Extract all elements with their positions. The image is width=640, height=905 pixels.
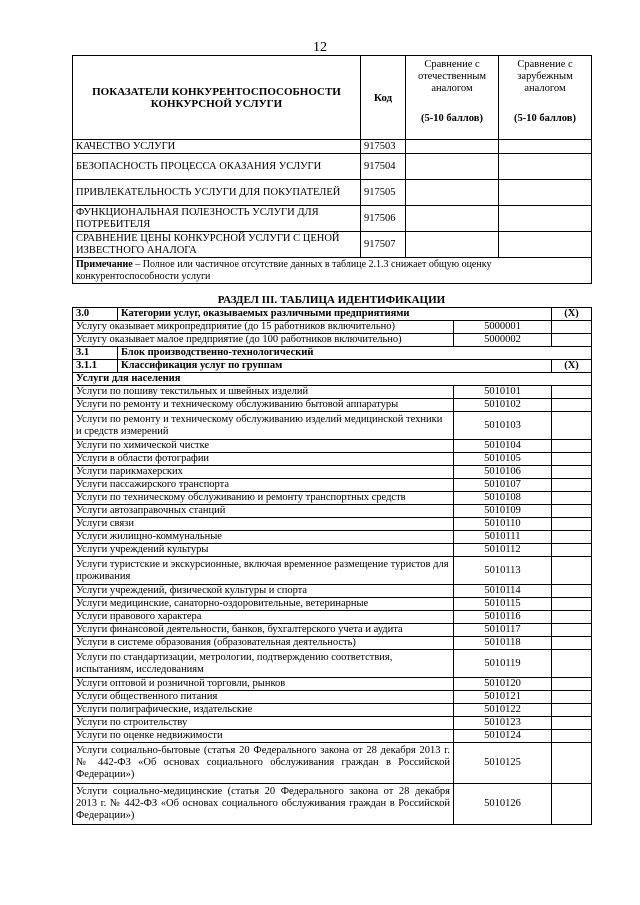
indicator-code: 917505 xyxy=(361,180,406,206)
table-row xyxy=(73,544,592,557)
service-code: 5010110 xyxy=(454,518,552,531)
service-label: Услуги учреждений, физической культуры и спорта xyxy=(73,585,454,598)
table-row xyxy=(73,386,592,399)
service-label: Услуги по стандартизации, метрологии, подтверждению соответствия, испытаниям, исследованиям xyxy=(73,650,454,678)
indicator-code: 917503 xyxy=(361,140,406,154)
service-label: Услуги связи xyxy=(73,518,454,531)
mark-cell[interactable] xyxy=(552,531,592,544)
mark-cell[interactable] xyxy=(552,598,592,611)
mark-cell[interactable] xyxy=(552,743,592,784)
indicator-label: ПРИВЛЕКАТЕЛЬНОСТЬ УСЛУГИ ДЛЯ ПОКУПАТЕЛЕЙ xyxy=(73,180,361,206)
service-code: 5010125 xyxy=(454,743,552,784)
service-code: 5010119 xyxy=(454,650,552,678)
table-header-row xyxy=(73,56,592,140)
mark-cell[interactable] xyxy=(552,321,592,334)
service-label: Услуги учреждений культуры xyxy=(73,544,454,557)
page-number: 12 xyxy=(313,40,327,55)
indicator-label: СРАВНЕНИЕ ЦЕНЫ КОНКУРСНОЙ УСЛУГИ С ЦЕНОЙ ИЗВЕСТНОГО АНАЛОГА xyxy=(73,232,361,258)
table-row xyxy=(73,466,592,479)
mark-cell[interactable] xyxy=(552,412,592,440)
table-row xyxy=(73,784,592,825)
section-mark: (X) xyxy=(552,308,592,321)
table-row xyxy=(73,505,592,518)
service-code: 5010106 xyxy=(454,466,552,479)
mark-cell[interactable] xyxy=(552,518,592,531)
table-row xyxy=(73,412,592,440)
indicator-label: БЕЗОПАСНОСТЬ ПРОЦЕССА ОКАЗАНИЯ УСЛУГИ xyxy=(73,154,361,180)
mark-cell[interactable] xyxy=(552,479,592,492)
indicator-code: 917507 xyxy=(361,232,406,258)
identification-table xyxy=(72,307,592,825)
section-title: РАЗДЕЛ III. ТАБЛИЦА ИДЕНТИФИКАЦИИ xyxy=(217,294,446,306)
mark-cell[interactable] xyxy=(552,492,592,505)
section-number: 3.1 xyxy=(73,347,118,360)
service-label: Услуги по пошиву текстильных и швейных изделий xyxy=(73,386,454,399)
service-code: 5010111 xyxy=(454,531,552,544)
domestic-score-cell[interactable] xyxy=(406,180,499,206)
service-label: Услуги медицинские, санаторно-оздоровительные, ветеринарные xyxy=(73,598,454,611)
mark-cell[interactable] xyxy=(552,650,592,678)
mark-cell[interactable] xyxy=(552,505,592,518)
domestic-score-cell[interactable] xyxy=(406,154,499,180)
note-label: Примечание xyxy=(76,258,133,270)
mark-cell[interactable] xyxy=(552,453,592,466)
foreign-header-text: Сравнение с зарубежным аналогом xyxy=(517,59,573,94)
domestic-score-cell[interactable] xyxy=(406,140,499,154)
table-row xyxy=(73,180,592,206)
table-row xyxy=(73,453,592,466)
mark-cell[interactable] xyxy=(552,585,592,598)
mark-cell[interactable] xyxy=(552,466,592,479)
indicator-code: 917504 xyxy=(361,154,406,180)
foreign-score-cell[interactable] xyxy=(499,154,592,180)
service-code: 5010115 xyxy=(454,598,552,611)
indicators-header: ПОКАЗАТЕЛИ КОНКУРЕНТОСПОСОБНОСТИ КОНКУРСНОЙ УСЛУГИ xyxy=(73,56,361,140)
service-label: Услуги туристские и экскурсионные, включая временное размещение туристов для проживания xyxy=(73,557,454,585)
service-code: 5010105 xyxy=(454,453,552,466)
service-label: Услуги социально-бытовые (статья 20 Федерального закона от 28 декабря 2013 г. № 442-ФЗ «Об основах социального обслуживания граждан в Российской Федерации») xyxy=(73,743,454,784)
table-row xyxy=(73,637,592,650)
table-row xyxy=(73,492,592,505)
table-row xyxy=(73,598,592,611)
service-code: 5010104 xyxy=(454,440,552,453)
mark-cell[interactable] xyxy=(552,730,592,743)
section-row xyxy=(73,347,592,360)
service-label: Услуги в области фотографии xyxy=(73,453,454,466)
mark-cell[interactable] xyxy=(552,637,592,650)
mark-cell[interactable] xyxy=(552,691,592,704)
group-row xyxy=(73,373,592,386)
domestic-points: (5-10 баллов) xyxy=(421,113,483,124)
service-code: 5010124 xyxy=(454,730,552,743)
category-code: 5000001 xyxy=(454,321,552,334)
mark-cell[interactable] xyxy=(552,440,592,453)
indicator-label: ФУНКЦИОНАЛЬНАЯ ПОЛЕЗНОСТЬ УСЛУГИ ДЛЯ ПОТРЕБИТЕЛЯ xyxy=(73,206,361,232)
table-row xyxy=(73,206,592,232)
table-row xyxy=(73,154,592,180)
table-row xyxy=(73,557,592,585)
category-label: Услугу оказывает малое предприятие (до 100 работников включительно) xyxy=(73,334,454,347)
foreign-score-cell[interactable] xyxy=(499,140,592,154)
table-row xyxy=(73,650,592,678)
service-code: 5010109 xyxy=(454,505,552,518)
mark-cell[interactable] xyxy=(552,717,592,730)
table-row xyxy=(73,704,592,717)
table-row xyxy=(73,743,592,784)
service-label: Услуги по химической чистке xyxy=(73,440,454,453)
code-header: Код xyxy=(361,56,406,140)
mark-cell[interactable] xyxy=(552,386,592,399)
service-code: 5010123 xyxy=(454,717,552,730)
service-code: 5010107 xyxy=(454,479,552,492)
service-code: 5010122 xyxy=(454,704,552,717)
note-cell xyxy=(73,258,592,284)
indicator-label: КАЧЕСТВО УСЛУГИ xyxy=(73,140,361,154)
mark-cell[interactable] xyxy=(552,678,592,691)
mark-cell[interactable] xyxy=(552,611,592,624)
service-label: Услуги социально-медицинские (статья 20 Федерального закона от 28 декабря 2013 г. № 442-ФЗ «Об основах социального обслуживания граждан в Российской Федерации») xyxy=(73,784,454,825)
table-row xyxy=(73,611,592,624)
table-row xyxy=(73,518,592,531)
section-row xyxy=(73,360,592,373)
section-number: 3.0 xyxy=(73,308,118,321)
service-label: Услуги финансовой деятельности, банков, бухгалтерского учета и аудита xyxy=(73,624,454,637)
table-row xyxy=(73,691,592,704)
mark-cell[interactable] xyxy=(552,784,592,825)
service-code: 5010114 xyxy=(454,585,552,598)
mark-cell[interactable] xyxy=(552,544,592,557)
service-label: Услуги оптовой и розничной торговли, рынков xyxy=(73,678,454,691)
domestic-comparison-header xyxy=(406,56,499,140)
table-row xyxy=(73,531,592,544)
section-row xyxy=(73,308,592,321)
foreign-score-cell[interactable] xyxy=(499,206,592,232)
section-heading: Категории услуг, оказываемых различными предприятиями xyxy=(118,308,552,321)
service-code: 5010118 xyxy=(454,637,552,650)
note-text: – Полное или частичное отсутствие данных в таблице 2.1.3 снижает общую оценку конкурентоспособности услуги xyxy=(76,258,492,282)
service-label: Услуги правового характера xyxy=(73,611,454,624)
service-label: Услуги по строительству xyxy=(73,717,454,730)
section-heading: Классификация услуг по группам xyxy=(118,360,552,373)
service-label: Услуги полиграфические, издательские xyxy=(73,704,454,717)
service-label: Услуги общественного питания xyxy=(73,691,454,704)
section-mark: (X) xyxy=(552,360,592,373)
service-code: 5010126 xyxy=(454,784,552,825)
service-code: 5010120 xyxy=(454,678,552,691)
table-row xyxy=(73,730,592,743)
table-row xyxy=(73,717,592,730)
category-code: 5000002 xyxy=(454,334,552,347)
table-row xyxy=(73,321,592,334)
table-row xyxy=(73,479,592,492)
service-code: 5010113 xyxy=(454,557,552,585)
group-title: Услуги для населения xyxy=(73,373,592,386)
foreign-comparison-header xyxy=(499,56,592,140)
service-code: 5010112 xyxy=(454,544,552,557)
service-code: 5010108 xyxy=(454,492,552,505)
section-number: 3.1.1 xyxy=(73,360,118,373)
service-label: Услуги парикмахерских xyxy=(73,466,454,479)
table-row xyxy=(73,140,592,154)
table-row xyxy=(73,624,592,637)
section-heading: Блок производственно-технологический xyxy=(118,347,592,360)
competitiveness-table xyxy=(72,55,592,284)
foreign-points: (5-10 баллов) xyxy=(514,113,576,124)
service-code: 5010103 xyxy=(454,412,552,440)
table-row xyxy=(73,678,592,691)
service-label: Услуги по ремонту и техническому обслуживанию бытовой аппаратуры xyxy=(73,399,454,412)
mark-cell[interactable] xyxy=(552,399,592,412)
service-code: 5010102 xyxy=(454,399,552,412)
mark-cell[interactable] xyxy=(552,624,592,637)
service-code: 5010121 xyxy=(454,691,552,704)
note-row xyxy=(73,258,592,284)
table-row xyxy=(73,585,592,598)
mark-cell[interactable] xyxy=(552,334,592,347)
domestic-score-cell[interactable] xyxy=(406,232,499,258)
mark-cell[interactable] xyxy=(552,704,592,717)
table-row xyxy=(73,440,592,453)
service-label: Услуги по ремонту и техническому обслуживанию изделий медицинской техники и средств измерений xyxy=(73,412,454,440)
service-code: 5010117 xyxy=(454,624,552,637)
table-row xyxy=(73,334,592,347)
service-label: Услуги по оценке недвижимости xyxy=(73,730,454,743)
table-row xyxy=(73,399,592,412)
service-code: 5010116 xyxy=(454,611,552,624)
service-label: Услуги жилищно-коммунальные xyxy=(73,531,454,544)
foreign-score-cell[interactable] xyxy=(499,232,592,258)
indicator-code: 917506 xyxy=(361,206,406,232)
category-label: Услугу оказывает микропредприятие (до 15 работников включительно) xyxy=(73,321,454,334)
foreign-score-cell[interactable] xyxy=(499,180,592,206)
table-row xyxy=(73,232,592,258)
service-label: Услуги пассажирского транспорта xyxy=(73,479,454,492)
mark-cell[interactable] xyxy=(552,557,592,585)
domestic-score-cell[interactable] xyxy=(406,206,499,232)
service-label: Услуги автозаправочных станций xyxy=(73,505,454,518)
service-label: Услуги по техническому обслуживанию и ремонту транспортных средств xyxy=(73,492,454,505)
service-code: 5010101 xyxy=(454,386,552,399)
domestic-header-text: Сравнение с отечественным аналогом xyxy=(417,59,487,94)
service-label: Услуги в системе образования (образовательная деятельность) xyxy=(73,637,454,650)
